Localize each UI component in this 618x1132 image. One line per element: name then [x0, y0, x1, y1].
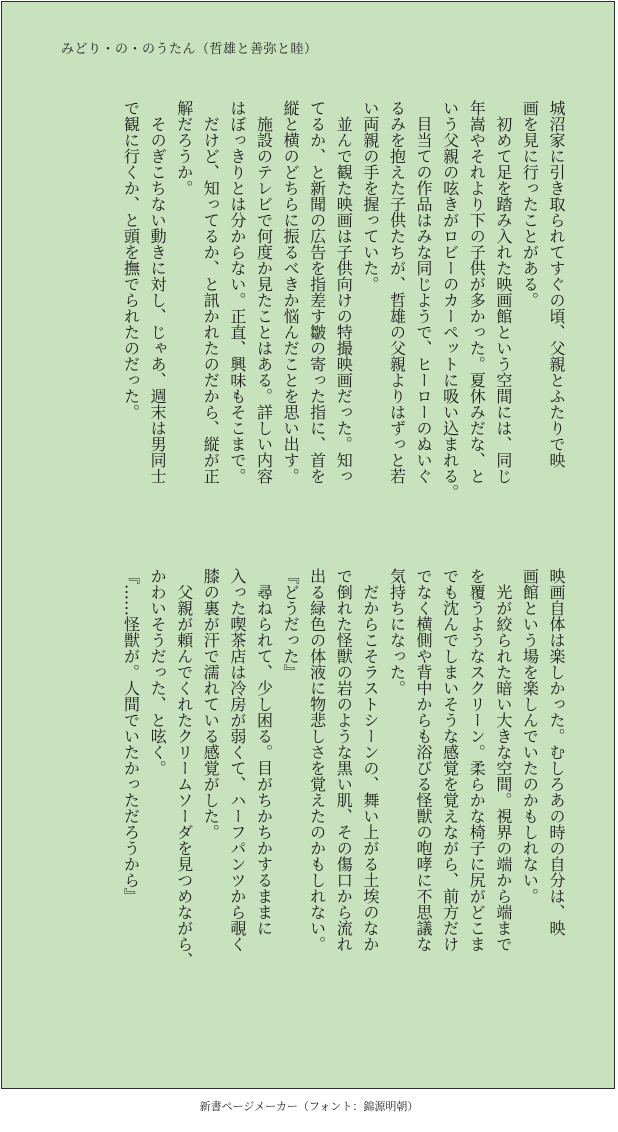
- text-line: 父親が頼んでくれたクリームソーダを見つめながら、: [174, 568, 194, 968]
- text-line: でなく横側や背中からも浴びる怪獣の咆哮に不思議な: [414, 568, 434, 952]
- text-line: い両親の手を握っていた。: [360, 100, 380, 292]
- text-line: 気持ちになった。: [387, 568, 407, 696]
- text-line: 『……怪獣が。人間でいたかっただろうから』: [121, 568, 141, 904]
- text-line: いう父親の呟きがロビーのカーペットに吸い込まれる。: [440, 100, 460, 500]
- text-line: 目当ての作品はみな同じようで、ヒーローのぬいぐ: [414, 100, 434, 484]
- text-line: で観に行くか、と頭を撫でられたのだった。: [121, 100, 141, 420]
- text-line: で倒れた怪獣の岩のような黒い肌、その傷口から流れ: [334, 568, 354, 952]
- text-line: そのぎこちない動きに対し、じゃあ、週末は男同士: [148, 100, 168, 484]
- text-line: 初めて足を踏み入れた映画館という空間には、同じ: [493, 100, 513, 484]
- text-line: でも沈んでしまいそうな感覚を覚えながら、前方だけ: [440, 568, 460, 952]
- text-line: 光が絞られた暗い大きな空間。視界の端から端まで: [493, 568, 513, 952]
- text-line: 画館という場を楽しんでいたのかもしれない。: [520, 568, 540, 904]
- text-block-bottom: [117, 568, 569, 1008]
- footer-credit: 新書ページメーカー（フォント：錦源明朝）: [199, 1100, 419, 1113]
- text-line: 年嵩やそれより下の子供が多かった。夏休みだな、と: [467, 100, 487, 484]
- text-line: 縦と横のどちらに振るべきか悩んだことを思い出す。: [281, 100, 301, 484]
- book-page: [1, 1, 615, 1089]
- text-line: 尋ねられて、少し困る。目がちかちかするままに: [254, 568, 274, 936]
- text-line: 膝の裏が汗で濡れている感覚がした。: [201, 568, 221, 840]
- text-line: 解だろうか。: [174, 100, 194, 196]
- text-line: 並んで観た映画は子供向けの特撮映画だった。知っ: [334, 100, 354, 484]
- text-line: 出る緑色の体液に物悲しさを覚えたのかもしれない。: [307, 568, 327, 952]
- text-line: かわいそうだった、と呟く。: [148, 568, 168, 776]
- page-header: みどり・の・のうたん（哲雄と善弥と睦）: [61, 42, 318, 57]
- text-line: 施設のテレビで何度か見たことはある。詳しい内容: [254, 100, 274, 484]
- text-line: を覆うようなスクリーン。柔らかな椅子に尻がどこま: [467, 568, 487, 952]
- text-line: るみを抱えた子供たちが、哲雄の父親よりはずっと若: [387, 100, 407, 484]
- text-block-top: [117, 100, 569, 540]
- text-line: だけど、知ってるか、と訊かれたのだから、縦が正: [201, 100, 221, 484]
- text-line: 入った喫茶店は冷房が弱くて、ハーフパンツから覗く: [227, 568, 247, 952]
- text-line: 『どうだった』: [281, 568, 301, 680]
- text-line: 城沼家に引き取られてすぐの頃、父親とふたりで映: [547, 100, 566, 468]
- text-line: 映画自体は楽しかった。むしろあの時の自分は、映: [547, 568, 566, 936]
- text-line: だからこそラストシーンの、舞い上がる土埃のなか: [360, 568, 380, 952]
- text-line: てるか、と新聞の広告を指差す皺の寄った指に、首を: [307, 100, 327, 484]
- text-line: 画を見に行ったことがある。: [520, 100, 540, 308]
- text-line: はぼっきりとは分からない。正直、興味もそこまで。: [227, 100, 247, 484]
